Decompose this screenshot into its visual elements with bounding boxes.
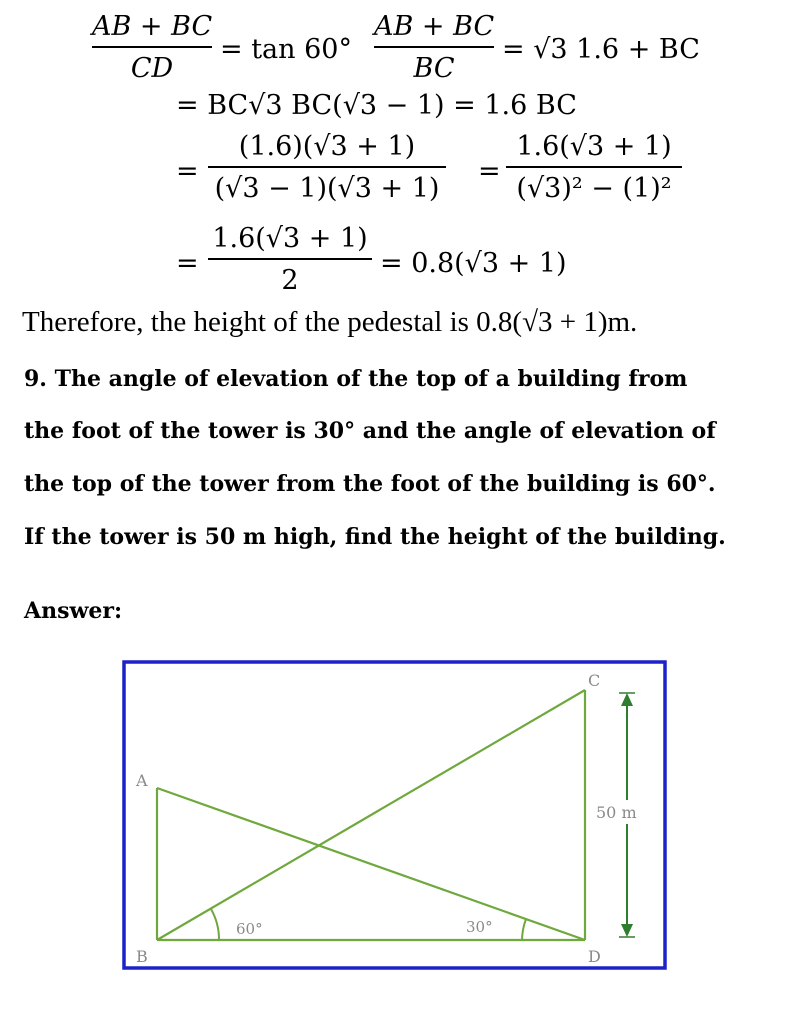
fraction-difference-of-squares	[506, 133, 682, 202]
diagram-frame	[124, 662, 665, 968]
tower-building-diagram	[122, 660, 667, 970]
question-line-4: If the tower is 50 m high, find the height of the building.	[24, 524, 726, 550]
label-b: B	[136, 947, 148, 966]
answer-label: Answer:	[24, 598, 123, 624]
equals-result: = 0.8(√3 + 1)	[380, 248, 567, 279]
height-label: 50 m	[596, 803, 637, 822]
angle-label-b: 60°	[236, 920, 263, 938]
label-a: A	[136, 771, 148, 790]
label-c: C	[588, 671, 601, 690]
numerator: (1.6)(√3 + 1)	[238, 131, 416, 162]
fraction-ab-bc-over-bc	[374, 13, 494, 82]
fraction-ab-bc-over-cd	[92, 13, 212, 82]
denominator: BC	[413, 52, 455, 84]
equals-sign: =	[478, 156, 501, 187]
numerator: 1.6(√3 + 1)	[212, 223, 368, 254]
equals-root3-expression: = √3 1.6 + BC	[502, 34, 700, 65]
denominator: (√3)² − (1)²	[516, 172, 672, 204]
numerator: AB + BC	[92, 11, 213, 42]
equals-tan-60: = tan 60°	[220, 34, 352, 65]
angle-label-d: 30°	[466, 918, 493, 936]
label-d: D	[588, 947, 601, 966]
denominator: 2	[281, 264, 299, 296]
conclusion-text: Therefore, the height of the pedestal is 0.8(√3 + 1)m.	[22, 306, 638, 338]
fraction-over-two	[208, 225, 372, 294]
denominator: (√3 − 1)(√3 + 1)	[214, 172, 440, 204]
equation-line-2: = BC√3 BC(√3 − 1) = 1.6 BC	[176, 90, 577, 121]
denominator: CD	[130, 52, 174, 84]
question-line-1: 9. The angle of elevation of the top of a building from	[24, 366, 688, 392]
question-line-2: the foot of the tower is 30° and the angle of elevation of	[24, 418, 716, 444]
equals-sign: =	[176, 156, 199, 187]
fraction-rationalize	[208, 133, 446, 202]
numerator: AB + BC	[374, 11, 495, 42]
numerator: 1.6(√3 + 1)	[516, 131, 672, 162]
question-line-3: the top of the tower from the foot of the building is 60°.	[24, 471, 716, 497]
equals-sign: =	[176, 248, 199, 279]
